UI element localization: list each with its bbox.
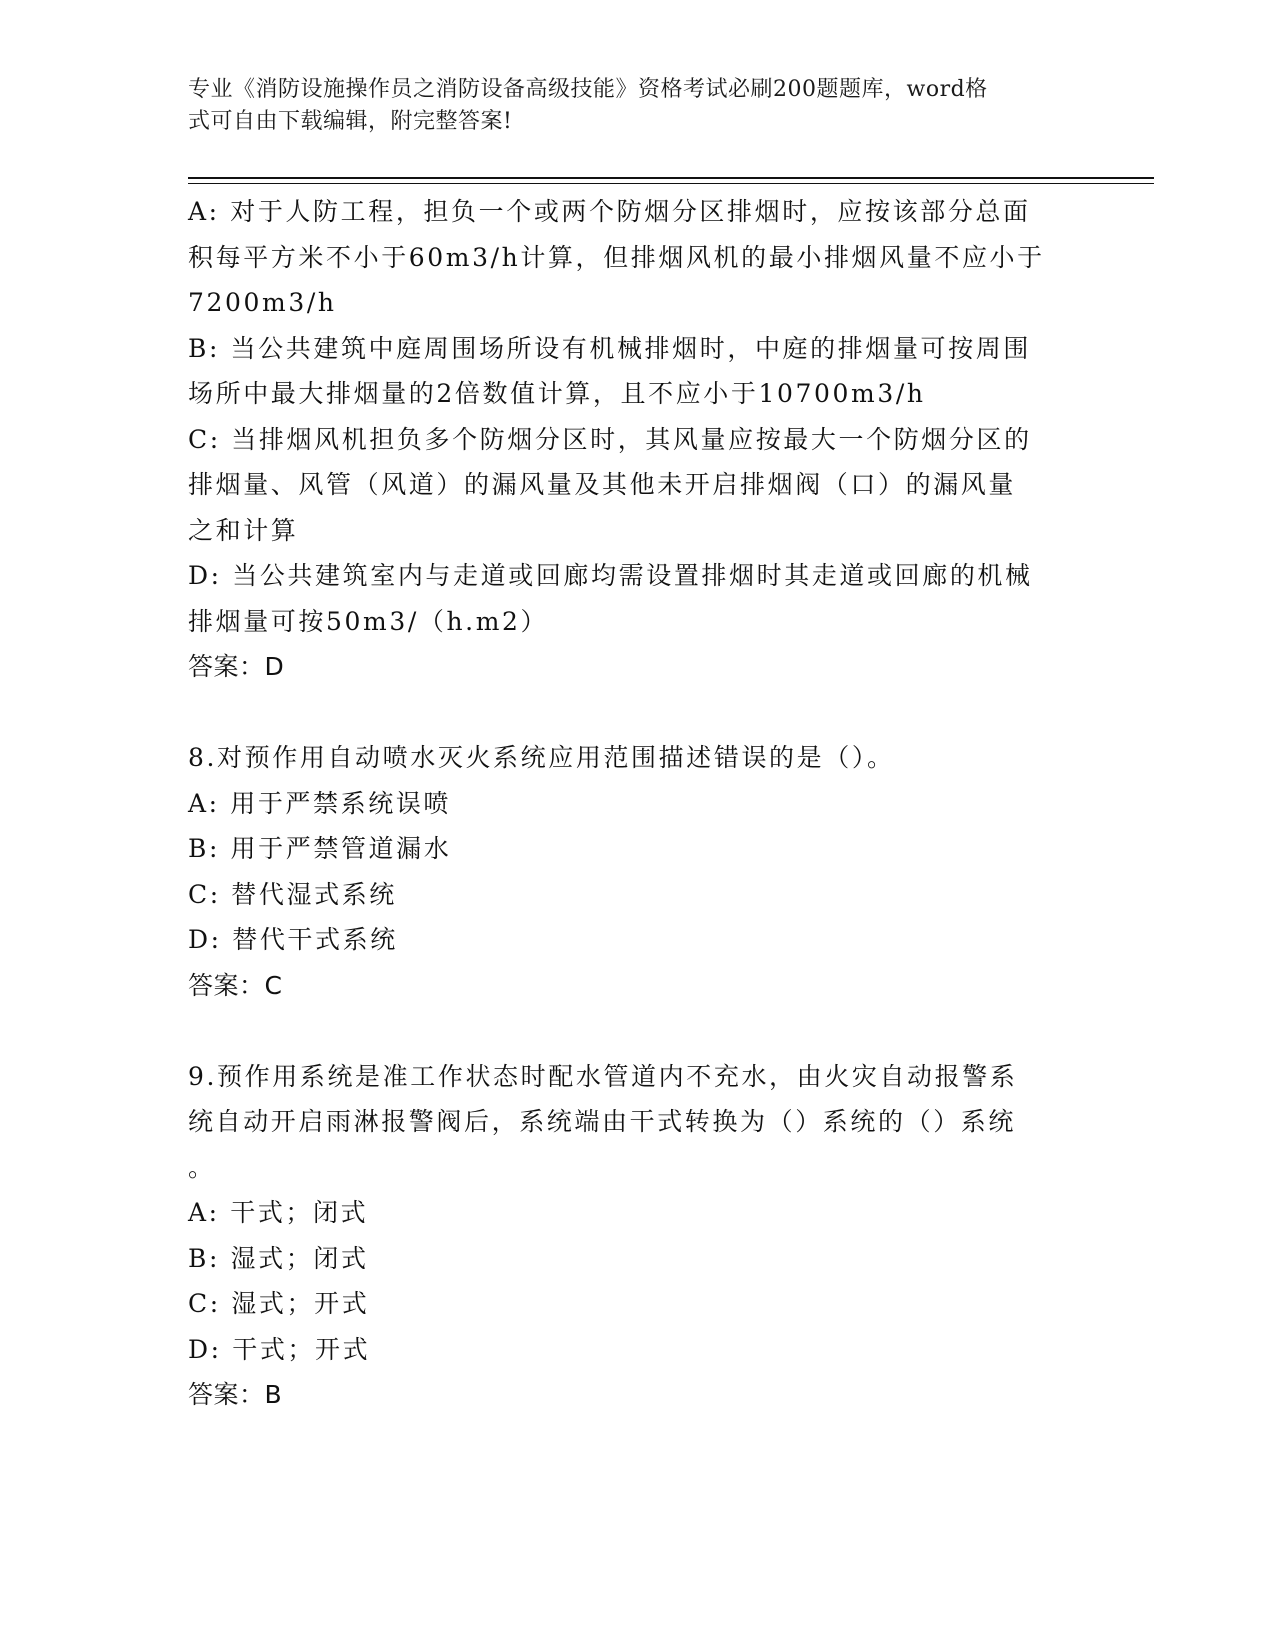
q7-option-b-line-1: B: 当公共建筑中庭周围场所设有机械排烟时，中庭的排烟量可按周围 [188,333,1031,363]
q8-option-a: A: 用于严禁系统误喷 [188,788,452,818]
q8-option-c: C: 替代湿式系统 [188,879,397,909]
q7-option-c-line-3: 之和计算 [188,515,299,545]
q9-option-c: C: 湿式；开式 [188,1289,370,1318]
header-line-1: 专业《消防设施操作员之消防设备高级技能》资格考试必刷200题题库，word格 [188,77,988,102]
q9-option-b: B: 湿式；闭式 [188,1243,369,1273]
spacer [188,690,1088,736]
q8-option-b: B: 用于严禁管道漏水 [188,834,452,863]
document-body [188,189,1088,1418]
q7-option-a-line-1: A: 对于人防工程，担负一个或两个防烟分区排烟时，应按该部分总面 [188,197,1031,226]
q9-question-line-3: 。 [188,1152,216,1182]
q9-question-line-1: 9.预作用系统是准工作状态时配水管道内不充水，由火灾自动报警系 [188,1061,1018,1091]
q8-question: 8.对预作用自动喷水灭火系统应用范围描述错误的是（）。 [188,743,895,772]
question-9-block [188,1054,1088,1418]
header-divider-thin [188,183,1154,184]
q7-option-b-line-2: 场所中最大排烟量的2倍数值计算，且不应小于10700m3/h [188,379,926,408]
question-7-block [188,189,1088,690]
q7-option-c-line-1: C: 当排烟风机担负多个防烟分区时，其风量应按最大一个防烟分区的 [188,424,1032,454]
q8-answer: 答案：C [188,970,283,1000]
q9-answer: 答案：B [188,1380,283,1409]
header-divider-thick [188,177,1154,179]
q7-option-c-line-2: 排烟量、风管（风道）的漏风量及其他未开启排烟阀（口）的漏风量 [188,470,1017,499]
header-line-2: 式可自由下载编辑，附完整答案! [188,109,513,134]
q9-option-a: A: 干式；闭式 [188,1198,369,1227]
q7-option-a-line-2: 积每平方米不小于60m3/h计算，但排烟风机的最小排烟风量不应小于 [188,242,1045,272]
q9-question-line-2: 统自动开启雨淋报警阀后，系统端由干式转换为（）系统的（）系统 [188,1107,1017,1136]
q7-option-d-line-2: 排烟量可按50m3/（h.m2） [188,606,549,636]
spacer [188,1008,1088,1054]
q7-option-a-line-3: 7200m3/h [188,288,337,317]
q7-answer: 答案：D [188,652,285,681]
q9-option-d: D: 干式；开式 [188,1334,371,1364]
document-header [188,74,1068,138]
question-8-block [188,735,1088,1008]
q7-option-d-line-1: D: 当公共建筑室内与走道或回廊均需设置排烟时其走道或回廊的机械 [188,561,1033,590]
q8-option-d: D: 替代干式系统 [188,925,398,954]
